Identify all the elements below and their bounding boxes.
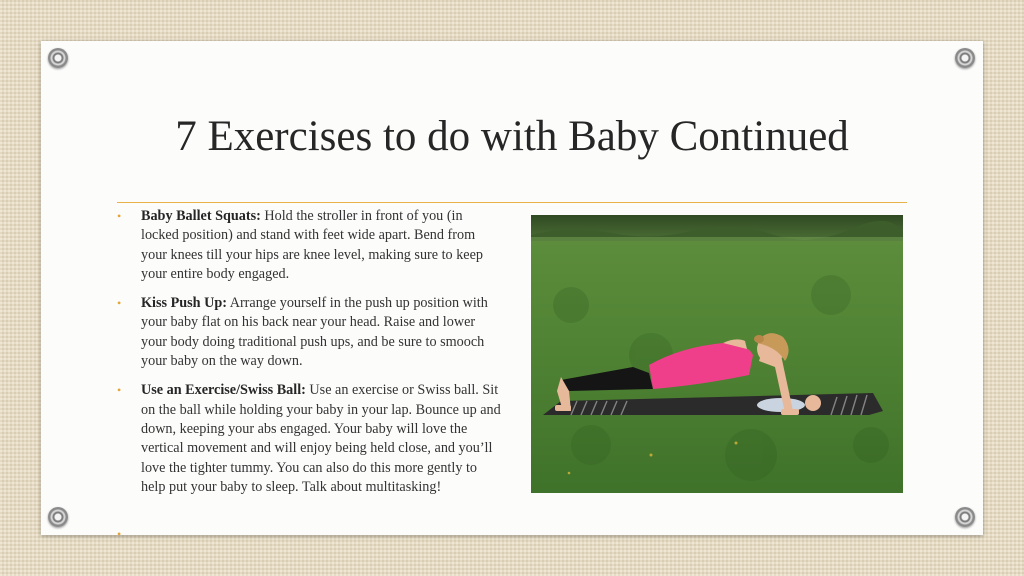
bullet-list bbox=[117, 207, 502, 507]
grommet-icon bbox=[48, 48, 68, 68]
item-label: Kiss Push Up: bbox=[141, 295, 227, 312]
grommet-icon bbox=[48, 507, 68, 527]
bullet-icon: • bbox=[117, 209, 122, 223]
bullet-icon: • bbox=[117, 383, 122, 398]
slide-title: 7 Exercises to do with Baby Continued bbox=[175, 113, 849, 160]
item-label: Baby Ballet Squats: bbox=[141, 208, 261, 224]
pushup-photo bbox=[531, 215, 903, 493]
empty-bullet-icon: • bbox=[117, 527, 122, 541]
item-label: Use an Exercise/Swiss Ball: bbox=[141, 382, 306, 399]
list-item bbox=[117, 294, 502, 371]
grommet-icon bbox=[955, 507, 975, 527]
item-text: Hold the stroller in front of you (in locked position) and stand with feet wide apart. Bend from your knees till your hips are knee level, making sure to keep your entire body engaged. bbox=[141, 208, 483, 282]
grommet-icon bbox=[955, 48, 975, 68]
bullet-icon: • bbox=[117, 296, 122, 311]
item-text: Arrange yourself in the push up position with your baby flat on his back near your head. Raise and lower your body doing traditional push ups, and be sure to smooch your baby on the way down. bbox=[141, 295, 488, 370]
list-item bbox=[117, 381, 502, 497]
item-text: Use an exercise or Swiss ball. Sit on the ball while holding your baby in your lap. Bounce up and down, keeping your abs engaged. Your baby will love the vertical movement and will enjoy being held close, and you’ll love the tighter tummy. You can also do this more gently to help put your baby to sleep. Talk about multitasking! bbox=[141, 382, 501, 495]
pushup-photo-illustration bbox=[531, 215, 903, 493]
list-item bbox=[117, 207, 502, 284]
title-divider bbox=[117, 202, 907, 203]
